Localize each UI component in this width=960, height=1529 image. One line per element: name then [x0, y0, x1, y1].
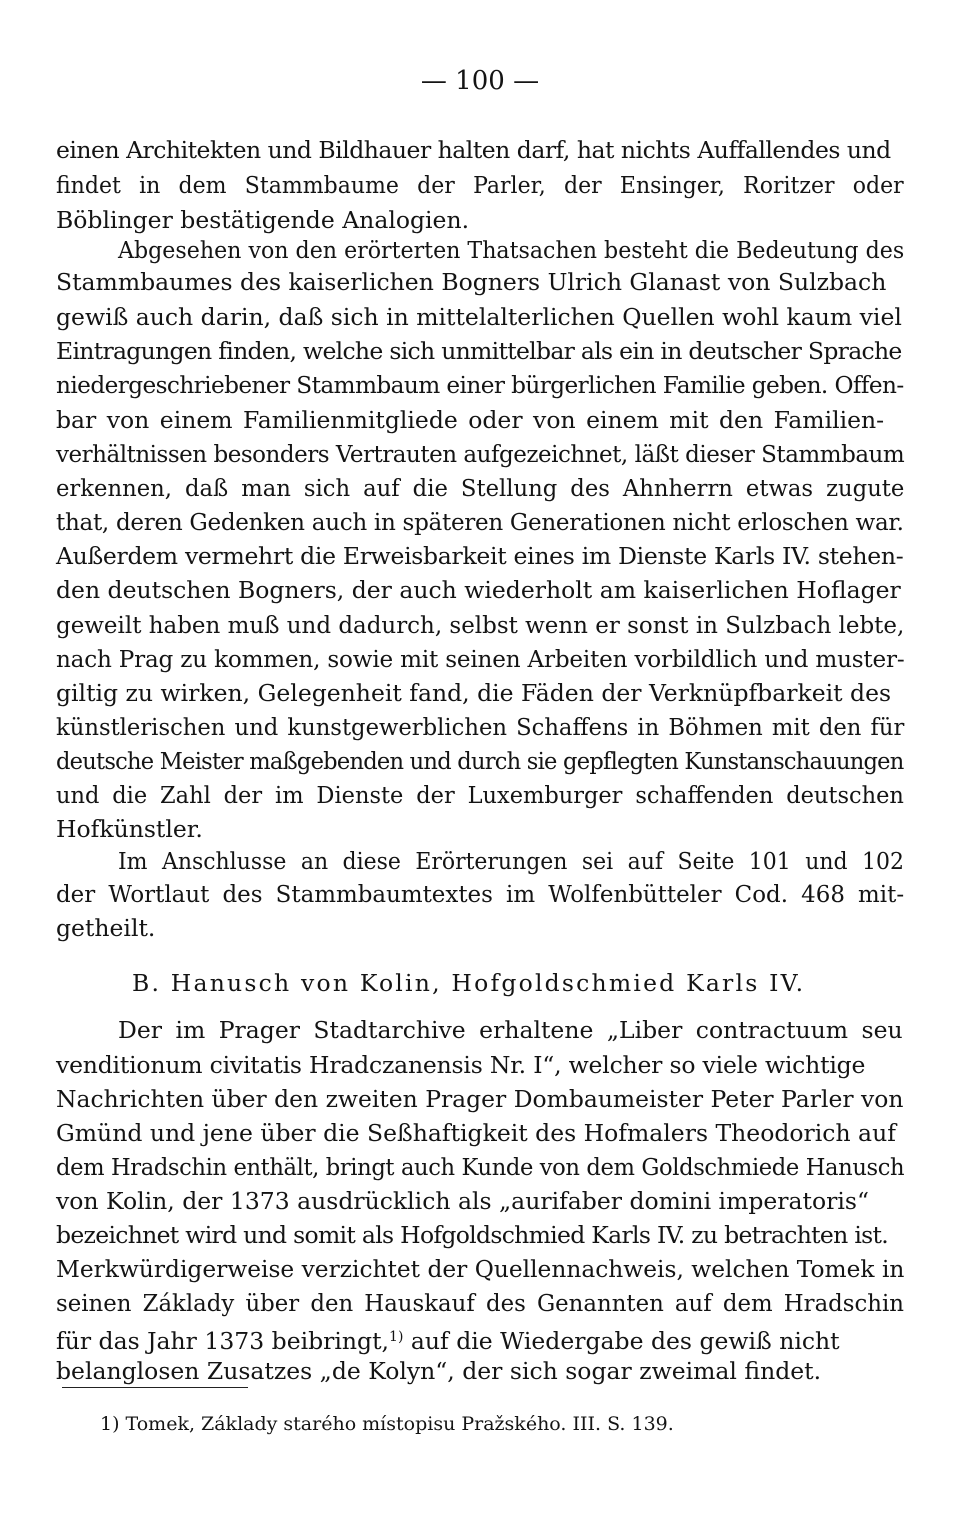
- text-line: [56, 1322, 840, 1356]
- text-line: einen Architekten und Bildhauer halten darf, hat nichts Auffallendes und: [56, 136, 891, 164]
- text-line: Außerdem vermehrt die Erweisbarkeit eines im Dienste Karls IV. stehen-: [56, 542, 904, 570]
- text-line: gewiß auch darin, daß sich in mittelalterlichen Quellen wohl kaum viel: [56, 303, 902, 331]
- text-line: that, deren Gedenken auch in späteren Generationen nicht erloschen war.: [56, 508, 904, 536]
- text-line: giltig zu wirken, Gelegenheit fand, die Fäden der Verknüpfbarkeit des: [56, 679, 892, 707]
- section-heading: B. Hanusch von Kolin, Hofgoldschmied Karls IV.: [132, 969, 806, 997]
- text-line: Im Anschlusse an diese Erörterungen sei auf Seite 101 und 102: [118, 847, 904, 875]
- footnote-marker: 1): [389, 1329, 404, 1345]
- text-line: Gmünd und jene über die Seßhaftigkeit des Hofmalers Theodorich auf: [56, 1119, 896, 1147]
- page-number: — 100 —: [420, 66, 540, 96]
- text-line: Stammbaumes des kaiserlichen Bogners Ulrich Glanast von Sulzbach: [56, 268, 887, 296]
- text-line: von Kolin, der 1373 ausdrücklich als „aurifaber domini imperatoris“: [56, 1187, 869, 1215]
- text-fragment: auf die Wiedergabe des gewiß nicht: [410, 1327, 840, 1355]
- text-line: den deutschen Bogners, der auch wiederholt am kaiserlichen Hoflager: [56, 576, 901, 604]
- text-line: der Wortlaut des Stammbaumtextes im Wolfenbütteler Cod. 468 mit-: [56, 880, 905, 908]
- text-fragment: für das Jahr 1373 beibringt,: [56, 1327, 390, 1355]
- text-line: dem Hradschin enthält, bringt auch Kunde von dem Goldschmiede Hanusch: [56, 1153, 905, 1181]
- text-line: belanglosen Zusatzes „de Kolyn“, der sich sogar zweimal findet.: [56, 1357, 822, 1385]
- text-line: Nachrichten über den zweiten Prager Dombaumeister Peter Parler von: [56, 1085, 904, 1113]
- text-line: findet in dem Stammbaume der Parler, der Ensinger, Roritzer oder: [56, 171, 904, 199]
- text-line: Eintragungen finden, welche sich unmittelbar als ein in deutscher Sprache: [56, 337, 902, 365]
- text-line: Merkwürdigerweise verzichtet der Quellennachweis, welchen Tomek in: [56, 1255, 905, 1283]
- text-line: getheilt.: [56, 914, 156, 942]
- text-line: erkennen, daß man sich auf die Stellung des Ahnherrn etwas zugute: [56, 474, 905, 502]
- footnote: 1) Tomek, Základy starého místopisu Pražského. III. S. 139.: [100, 1413, 674, 1435]
- text-line: und die Zahl der im Dienste der Luxemburger schaffenden deutschen: [56, 781, 904, 809]
- text-line: niedergeschriebener Stammbaum einer bürgerlichen Familie geben. Offen-: [56, 371, 904, 399]
- text-line: Hofkünstler.: [56, 815, 203, 843]
- text-line: Der im Prager Stadtarchive erhaltene „Liber contractuum seu: [118, 1016, 903, 1044]
- text-line: verhältnissen besonders Vertrauten aufgezeichnet, läßt dieser Stammbaum: [56, 440, 905, 468]
- text-line: bar von einem Familienmitgliede oder von einem mit den Familien-: [56, 406, 885, 434]
- text-line: nach Prag zu kommen, sowie mit seinen Arbeiten vorbildlich und muster-: [56, 645, 905, 673]
- text-line: venditionum civitatis Hradczanensis Nr. I“, welcher so viele wichtige: [56, 1051, 866, 1079]
- text-line: geweilt haben muß und dadurch, selbst wenn er sonst in Sulzbach lebte,: [56, 611, 905, 639]
- text-line: Böblinger bestätigende Analogien.: [56, 206, 470, 234]
- text-line: seinen Základy über den Hauskauf des Genannten auf dem Hradschin: [56, 1289, 905, 1317]
- text-line: bezeichnet wird und somit als Hofgoldschmied Karls IV. zu betrachten ist.: [56, 1221, 889, 1249]
- text-line: künstlerischen und kunstgewerblichen Schaffens in Böhmen mit den für: [56, 713, 905, 741]
- footnote-separator: [62, 1387, 248, 1388]
- text-line: Abgesehen von den erörterten Thatsachen besteht die Bedeutung des: [118, 236, 905, 264]
- text-line: deutsche Meister maßgebenden und durch sie gepflegten Kunstanschauungen: [56, 747, 904, 775]
